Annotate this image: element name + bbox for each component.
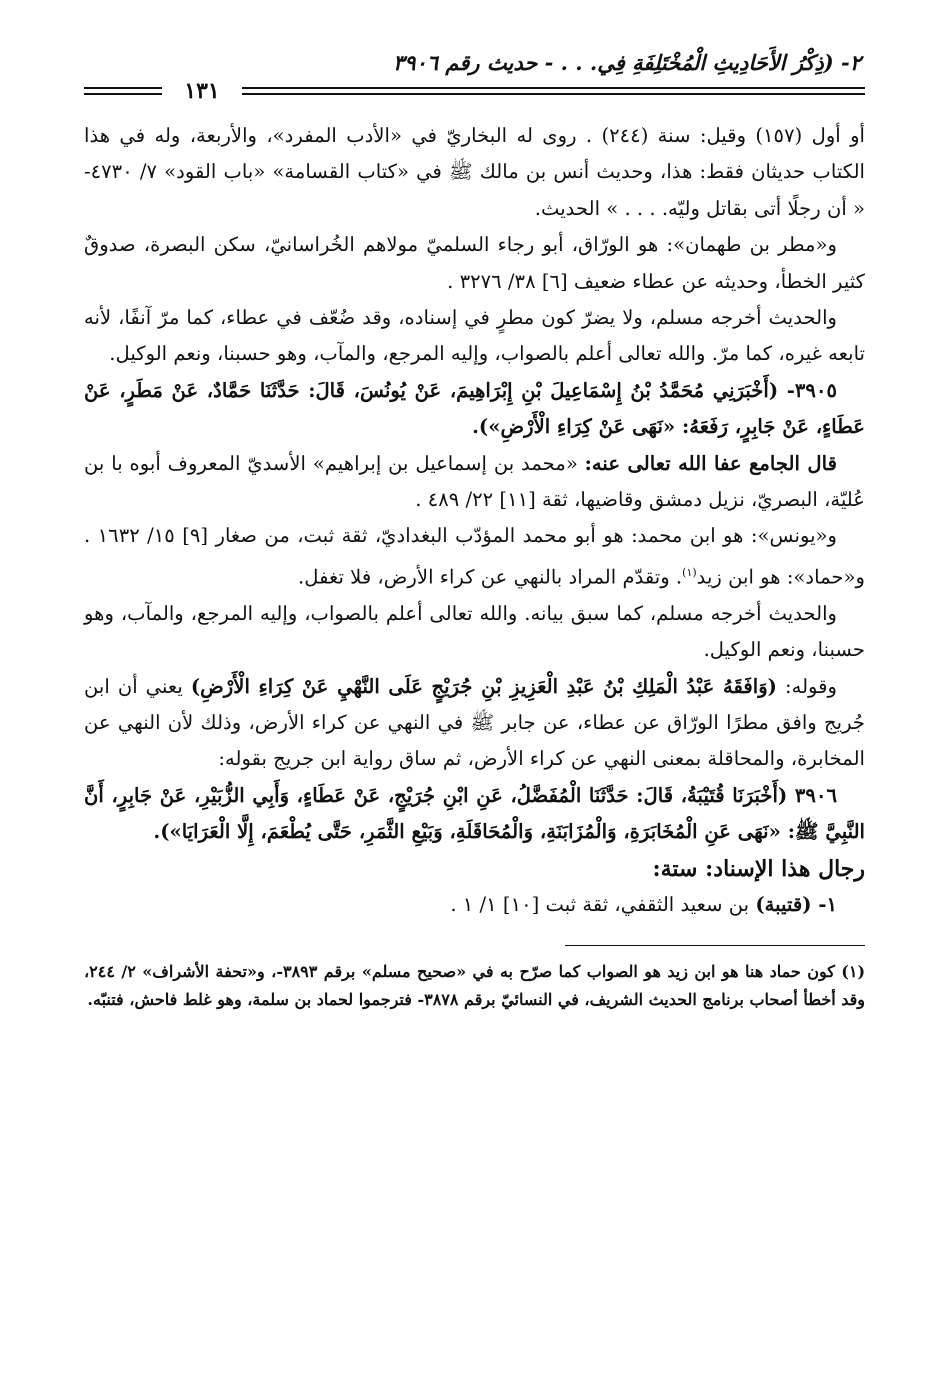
main-text [84,118,865,923]
running-head [84,48,865,78]
narrator-name: ١- (قتيبة) [755,893,837,917]
paragraph [84,446,865,519]
paragraph-text: وقوله: [776,674,837,698]
page [84,48,865,1336]
footnote-marker: (١) [682,565,697,579]
footnote-divider [565,945,865,946]
paragraph-text: . وتقدّم المراد بالنهي عن كراء الأرض، فلا تغفل. [298,565,683,589]
narrator-text: بن سعيد الثقفي، ثقة ثبت [١٠] ١/ ١ . [450,893,756,917]
paragraph: والحديث أخرجه مسلم، ولا يضرّ كون مطرٍ في إسناده، وقد ضُعّف في عطاء، كما مرّ آنفًا، لأنه تابعه غيره، كما مرّ. والله تعالى أعلم بالصواب، وإليه المرجع، والمآب، وهو حسبنا، ونعم الوكيل. [84,306,865,366]
quoted-phrase: (وَافَقَهُ عَبْدُ الْمَلِكِ بْنُ عَبْدِ الْعَزِيزِ بْنِ جُرَيْجٍ عَلَى النَّهْيِ عَنْ كِرَاءِ الْأَرْضِ) [190,674,777,698]
hadith-3905: ٣٩٠٥- (أَخْبَرَنِي مُحَمَّدُ بْنُ إِسْمَاعِيلَ بْنِ إِبْرَاهِيمَ، عَنْ يُونُسَ، قَالَ: حَدَّثَنَا حَمَّادٌ، عَنْ مَطَرٍ، عَنْ عَطَاءٍ، عَنْ جَابِرٍ، رَفَعَهُ: «نَهَى عَنْ كِرَاءِ الْأَرْضِ»). [84,378,865,439]
header-rule [84,80,865,102]
paragraph-text: و«يونس»: هو ابن محمد: هو أبو محمد المؤدّب البغداديّ، ثقة ثبت، من صغار [٩] ١٥/ ١٦٣٢ . و«حماد»: هو ابن زيد [84,524,865,589]
section-heading: رجال هذا الإسناد: ستة: [652,855,865,882]
paragraph-text: يعني أن ابن جُريج وافق مطرًا الورّاق عن عطاء، عن جابر ﷺ في النهي عن كراء الأرض، وذلك لأن النهي عن المخابرة، والمحاقلة بمعنى النهي عن كراء الأرض، ثم ساق رواية ابن جريج بقوله: [84,674,865,771]
compiler-note-lead: قال الجامع عفا الله تعالى عنه: [584,451,837,475]
paragraph: أو أول (١٥٧) وقيل: سنة (٢٤٤) . روى له البخاريّ في «الأدب المفرد»، والأربعة، وله في هذا الكتاب حديثان فقط: هذا، وحديث أنس بن مالك ﷺ في «كتاب القسامة» «باب القود» ٧/ ٤٧٣٠- « أن رجلًا أتى بقاتل وليّه. . . . » الحديث. [84,124,865,220]
double-rule-right [242,87,865,95]
compiler-note-text: «محمد بن إسماعيل بن إبراهيم» الأسديّ المعروف أبوه با بن عُليّة، البصريّ، نزيل دمشق وقاضيها، ثقة [١١] ٢٢/ ٤٨٩ . [84,451,865,512]
footnote-1: (١) كون حماد هنا هو ابن زيد هو الصواب كما صرّح به في «صحيح مسلم» برقم ٣٨٩٣-، و«تحفة الأشراف» ٢/ ٢٤٤، وقد أخطأ أصحاب برنامج الحديث الشريف، في النسائيّ برقم ٣٨٧٨- فترجموا لحماد بن سلمة، وهو غلط فاحش، فتنبّه. [84,962,866,1010]
double-rule-left [84,87,162,95]
narrator-item [84,887,865,923]
paragraph [84,518,865,595]
running-title: ٢- (ذِكْرُ الأَحَادِيثِ الْمُخْتَلِفَةِ فِي. . . - حديث رقم ٣٩٠٦ [392,50,861,75]
footnotes [84,958,865,1014]
hadith-3906: ٣٩٠٦ (أَخْبَرَنَا قُتَيْبَةُ، قَالَ: حَدَّثَنَا الْمُفَضَّلُ، عَنِ ابْنِ جُرَيْجٍ، عَنْ عَطَاءٍ، وَأَبِي الزُّبَيْرِ، عَنْ جَابِرٍ، أَنَّ النَّبِيَّ ﷺ: «نَهَى عَنِ الْمُخَابَرَةِ، وَالْمُزَابَنَةِ، وَالْمُحَاقَلَةِ، وَبَيْعِ الثَّمَرِ، حَتَّى يُطْعَمَ، إِلَّا الْعَرَايَا»). [84,783,865,844]
page-number: ١٣١ [184,78,220,104]
paragraph: و«مطر بن طهمان»: هو الورّاق، أبو رجاء السلميّ مولاهم الخُراسانيّ، سكن البصرة، صدوقٌ كثير الخطأ، وحديثه عن عطاء ضعيف [٦] ٣٨/ ٣٢٧٦ . [84,233,865,293]
paragraph [84,669,865,778]
paragraph: والحديث أخرجه مسلم، كما سبق بيانه. والله تعالى أعلم بالصواب، وإليه المرجع، والمآب، وهو حسبنا، ونعم الوكيل. [84,601,865,662]
